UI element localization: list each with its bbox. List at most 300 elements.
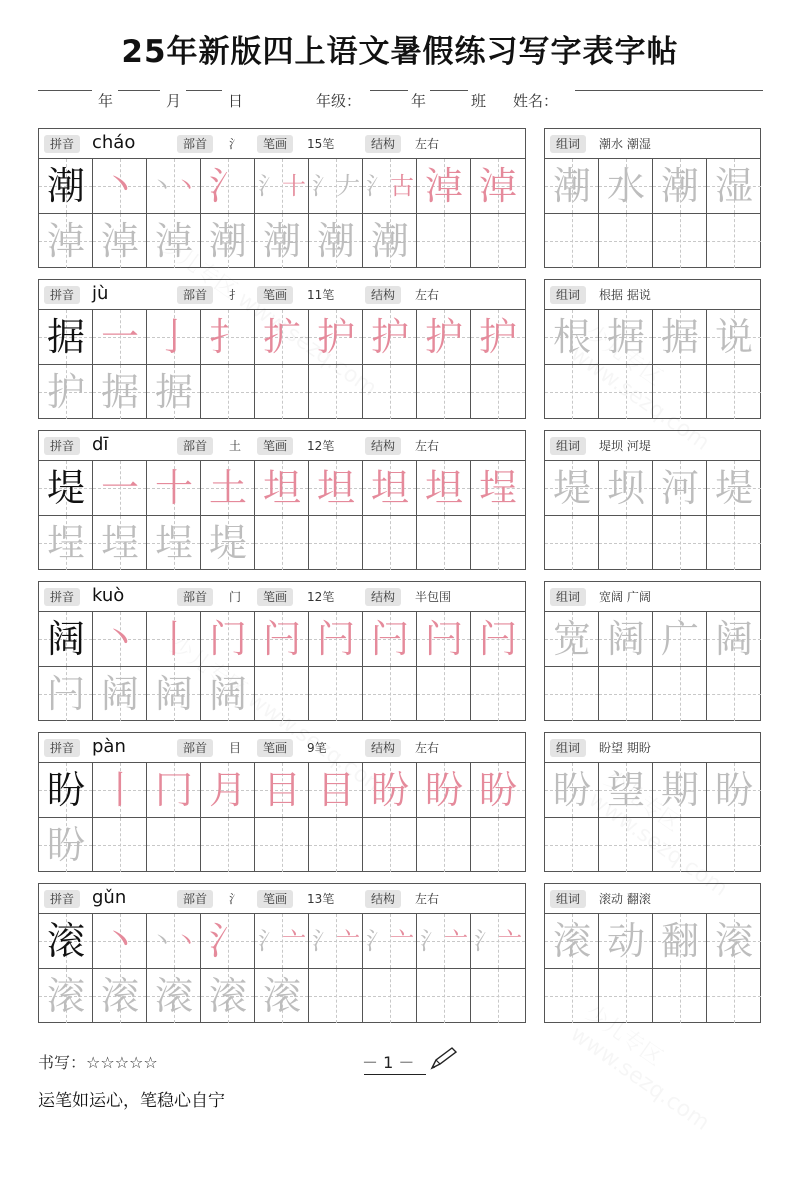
grid-cell[interactable] — [653, 214, 707, 268]
grid-cell[interactable] — [417, 461, 471, 515]
new-stroke: 丶 — [174, 172, 198, 200]
stroke-step — [93, 159, 147, 213]
grid-cell[interactable] — [599, 365, 653, 419]
words-tag: 组词 — [550, 135, 586, 153]
grid-cell[interactable] — [707, 612, 761, 666]
grid-cell[interactable] — [417, 214, 471, 268]
new-stroke: 护 — [424, 315, 463, 359]
trace-row — [39, 365, 525, 419]
grid-cell[interactable] — [201, 365, 255, 419]
word-trace-row — [545, 310, 760, 364]
month-label: 月 — [166, 92, 182, 110]
stroke-step — [363, 763, 417, 817]
new-stroke: 月 — [208, 768, 247, 812]
grid-cell[interactable] — [417, 914, 471, 968]
pen-icon — [428, 1046, 458, 1072]
structure-value: 半包围 — [415, 590, 452, 604]
grid-cell[interactable] — [255, 818, 309, 872]
stroke-step — [201, 914, 255, 968]
grid-cell[interactable] — [255, 667, 309, 721]
grid-cell[interactable] — [471, 310, 525, 364]
trace-character: 阔 — [154, 672, 193, 716]
grid-cell[interactable] — [93, 667, 147, 721]
grid-cell[interactable] — [255, 461, 309, 515]
word-character: 望 — [606, 768, 645, 812]
grid-cell[interactable] — [93, 763, 147, 817]
grid-cell[interactable] — [309, 310, 363, 364]
grid-cell[interactable] — [93, 516, 147, 570]
grid-cell[interactable] — [93, 612, 147, 666]
new-stroke: 门 — [208, 617, 247, 661]
grid-cell[interactable] — [653, 365, 707, 419]
trace-row — [39, 516, 525, 570]
word-blank-row — [545, 969, 760, 1023]
grid-cell[interactable] — [707, 461, 761, 515]
radical-value: 目 — [229, 741, 242, 755]
grid-cell[interactable] — [363, 612, 417, 666]
words-value: 根据 据说 — [599, 288, 651, 302]
radical-tag: 部首 — [177, 135, 213, 153]
grid-cell[interactable] — [707, 365, 761, 419]
new-stroke: 坦 — [424, 466, 463, 510]
word-character: 滚 — [714, 919, 753, 963]
grid-cell[interactable] — [93, 310, 147, 364]
block-header — [545, 884, 760, 914]
grid-cell[interactable] — [201, 461, 255, 515]
grid-cell[interactable] — [707, 818, 761, 872]
grid-cell[interactable] — [39, 159, 93, 213]
grid-cell[interactable] — [39, 612, 93, 666]
trace-character: 据 — [100, 370, 139, 414]
grid-cell[interactable] — [147, 310, 201, 364]
grid-cell[interactable] — [707, 214, 761, 268]
grid-cell[interactable] — [201, 516, 255, 570]
char-block-3 — [38, 430, 526, 570]
trace-character: 潮 — [316, 219, 355, 263]
strokes-tag: 笔画 — [257, 135, 293, 153]
grid-cell[interactable] — [309, 612, 363, 666]
grid-cell[interactable] — [93, 461, 147, 515]
new-stroke: 丶 — [174, 927, 198, 955]
grid-cell[interactable] — [471, 159, 525, 213]
grid-cell[interactable] — [471, 667, 525, 721]
grid-cell[interactable] — [363, 969, 417, 1023]
grid-cell[interactable] — [201, 763, 255, 817]
grid-cell[interactable] — [147, 914, 201, 968]
grid-cell[interactable] — [599, 667, 653, 721]
new-stroke: 闩 — [424, 617, 463, 661]
stroke-step — [309, 461, 363, 515]
words-value: 宽阔 广阔 — [599, 590, 651, 604]
grid-cell[interactable] — [417, 667, 471, 721]
grid-cell[interactable] — [201, 310, 255, 364]
stroke-step — [93, 914, 147, 968]
new-stroke: 丶 — [100, 164, 139, 208]
trace-character: 护 — [46, 370, 85, 414]
grid-cell[interactable] — [93, 365, 147, 419]
grid-cell[interactable] — [255, 310, 309, 364]
grid-cell[interactable] — [653, 612, 707, 666]
grid-cell[interactable] — [471, 818, 525, 872]
grid-cell[interactable] — [707, 159, 761, 213]
trace-character: 阔 — [208, 672, 247, 716]
stroke-step: 氵亠 — [366, 927, 414, 955]
name-label: 姓名： — [513, 92, 559, 110]
grid-cell[interactable] — [417, 763, 471, 817]
word-character: 堤 — [714, 466, 753, 510]
trace-character: 滚 — [46, 974, 85, 1018]
trace-character: 潮 — [208, 219, 247, 263]
grid-cell[interactable] — [545, 818, 599, 872]
new-stroke: 亠 — [498, 927, 522, 955]
grade-blank[interactable] — [370, 90, 408, 91]
grid-cell[interactable] — [471, 763, 525, 817]
day-blank[interactable] — [186, 90, 222, 91]
grid-cell[interactable] — [599, 214, 653, 268]
pinyin-value: jù — [92, 283, 109, 304]
grid-cell[interactable] — [147, 461, 201, 515]
stroke-step — [309, 310, 363, 364]
stroke-step — [471, 461, 525, 515]
grid-cell[interactable] — [309, 214, 363, 268]
trace-character: 淖 — [154, 219, 193, 263]
month-blank[interactable] — [118, 90, 160, 91]
grid-cell[interactable] — [255, 159, 309, 213]
grid-cell[interactable] — [309, 969, 363, 1023]
grid-cell[interactable] — [599, 461, 653, 515]
grid-cell[interactable] — [147, 214, 201, 268]
new-stroke: 坦 — [316, 466, 355, 510]
strokes-tag: 笔画 — [257, 286, 293, 304]
grid-cell[interactable] — [39, 969, 93, 1023]
new-stroke: 亠 — [444, 927, 468, 955]
grid-cell[interactable] — [309, 914, 363, 968]
model-character: 据 — [46, 315, 85, 359]
grid-cell[interactable] — [201, 969, 255, 1023]
grid-cell[interactable] — [417, 969, 471, 1023]
word-blank-row — [545, 818, 760, 872]
grid-cell[interactable] — [707, 914, 761, 968]
word-character: 说 — [714, 315, 753, 359]
grid-cell[interactable] — [653, 969, 707, 1023]
new-stroke: 氵 — [208, 919, 247, 963]
grid-cell[interactable] — [653, 516, 707, 570]
grid-cell[interactable] — [39, 667, 93, 721]
page-number — [362, 1050, 462, 1073]
grid-cell[interactable] — [545, 516, 599, 570]
motto: 运笔如运心，笔稳心自宁 — [38, 1091, 225, 1111]
grid-cell[interactable] — [599, 516, 653, 570]
grid-cell[interactable] — [545, 667, 599, 721]
radical-tag: 部首 — [177, 588, 213, 606]
grid-cell[interactable] — [363, 914, 417, 968]
strokes-tag: 笔画 — [257, 739, 293, 757]
grid-cell[interactable] — [599, 914, 653, 968]
grid-cell[interactable] — [147, 667, 201, 721]
grid-cell[interactable] — [309, 365, 363, 419]
model-character: 滚 — [46, 919, 85, 963]
stroke-step — [417, 461, 471, 515]
grid-cell[interactable] — [93, 969, 147, 1023]
grid-cell[interactable] — [255, 969, 309, 1023]
grid-cell[interactable] — [653, 763, 707, 817]
grid-cell[interactable] — [363, 516, 417, 570]
grid-cell[interactable] — [653, 310, 707, 364]
grid-cell[interactable] — [255, 214, 309, 268]
grid-cell[interactable] — [471, 969, 525, 1023]
grid-cell[interactable] — [599, 159, 653, 213]
stroke-step — [471, 159, 525, 213]
grid-cell[interactable] — [93, 914, 147, 968]
grid-cell[interactable] — [39, 516, 93, 570]
new-stroke: 目 — [262, 768, 301, 812]
grid-cell[interactable] — [545, 763, 599, 817]
grid-cell[interactable] — [309, 461, 363, 515]
grid-cell[interactable] — [255, 365, 309, 419]
grid-cell[interactable] — [417, 310, 471, 364]
char-block-4 — [38, 581, 526, 721]
grid-cell[interactable] — [599, 969, 653, 1023]
stroke-step — [93, 310, 147, 364]
block-header — [39, 280, 525, 310]
grade-year-label: 年 — [411, 92, 427, 110]
trace-character: 阔 — [100, 672, 139, 716]
year-blank[interactable] — [38, 90, 92, 91]
word-trace-row — [545, 612, 760, 666]
word-character: 据 — [660, 315, 699, 359]
radical-value: 门 — [229, 590, 242, 604]
structure-value: 左右 — [415, 439, 440, 453]
grid-cell[interactable] — [147, 365, 201, 419]
word-character: 盼 — [552, 768, 591, 812]
grid-cell[interactable] — [93, 214, 147, 268]
grid-cell[interactable] — [653, 159, 707, 213]
word-character: 水 — [606, 164, 645, 208]
grid-cell[interactable] — [39, 763, 93, 817]
grid-cell[interactable] — [147, 159, 201, 213]
grid-cell[interactable] — [707, 516, 761, 570]
new-stroke: 氵 — [208, 164, 247, 208]
model-character: 堤 — [46, 466, 85, 510]
grid-cell[interactable] — [363, 667, 417, 721]
grid-cell[interactable] — [545, 612, 599, 666]
char-block-1 — [38, 128, 526, 268]
pinyin-tag: 拼音 — [44, 135, 80, 153]
words-value: 盼望 期盼 — [599, 741, 651, 755]
grid-cell[interactable] — [255, 516, 309, 570]
grid-cell[interactable] — [707, 310, 761, 364]
grid-cell[interactable] — [309, 763, 363, 817]
grid-cell[interactable] — [653, 461, 707, 515]
trace-character: 滚 — [262, 974, 301, 1018]
word-trace-row — [545, 159, 760, 213]
radical-value: 氵 — [229, 137, 242, 151]
block-header — [545, 431, 760, 461]
grid-cell[interactable] — [201, 159, 255, 213]
writing-rating: 书写：☆☆☆☆☆ — [38, 1053, 158, 1072]
radical-tag: 部首 — [177, 437, 213, 455]
grid-cell[interactable] — [201, 612, 255, 666]
grid-cell[interactable] — [545, 310, 599, 364]
word-trace-row — [545, 763, 760, 817]
trace-character: 埕 — [154, 521, 193, 565]
grid-cell[interactable] — [653, 818, 707, 872]
grid-cell[interactable] — [545, 365, 599, 419]
grid-cell[interactable] — [599, 612, 653, 666]
new-stroke: 目 — [316, 768, 355, 812]
grid-cell[interactable] — [363, 365, 417, 419]
new-stroke: 盼 — [424, 768, 463, 812]
word-block-6 — [544, 883, 761, 1023]
grid-cell[interactable] — [39, 914, 93, 968]
grid-cell[interactable] — [417, 818, 471, 872]
pinyin-value: gǔn — [92, 887, 127, 908]
strokes-tag: 笔画 — [257, 588, 293, 606]
grid-cell[interactable] — [309, 516, 363, 570]
block-header — [39, 431, 525, 461]
block-header — [39, 129, 525, 159]
grid-cell[interactable] — [363, 159, 417, 213]
grid-cell[interactable] — [417, 516, 471, 570]
structure-tag: 结构 — [365, 437, 401, 455]
word-block-4 — [544, 581, 761, 721]
new-stroke: 坦 — [262, 466, 301, 510]
grid-cell[interactable] — [147, 969, 201, 1023]
structure-value: 左右 — [415, 892, 440, 906]
grid-cell[interactable] — [545, 914, 599, 968]
pinyin-value: kuò — [92, 585, 125, 606]
stroke-step — [471, 612, 525, 666]
grid-cell[interactable] — [201, 818, 255, 872]
grid-cell[interactable] — [471, 914, 525, 968]
stroke-row — [39, 159, 525, 213]
new-stroke: 冂 — [154, 768, 193, 812]
grid-cell[interactable] — [545, 214, 599, 268]
grid-cell[interactable] — [309, 818, 363, 872]
grid-cell[interactable] — [309, 667, 363, 721]
grid-cell[interactable] — [599, 763, 653, 817]
grid-cell[interactable] — [363, 214, 417, 268]
grid-cell[interactable] — [147, 516, 201, 570]
grid-cell[interactable] — [471, 461, 525, 515]
words-value: 滚动 翻滚 — [599, 892, 651, 906]
grid-cell[interactable] — [39, 818, 93, 872]
grid-cell[interactable] — [201, 214, 255, 268]
stroke-step — [255, 763, 309, 817]
strokes-tag: 笔画 — [257, 437, 293, 455]
grid-cell[interactable] — [653, 914, 707, 968]
grid-cell[interactable] — [363, 818, 417, 872]
structure-tag: 结构 — [365, 890, 401, 908]
grid-cell[interactable] — [417, 365, 471, 419]
class-blank[interactable] — [430, 90, 468, 91]
grid-cell[interactable] — [707, 969, 761, 1023]
trace-character: 潮 — [370, 219, 409, 263]
new-stroke: 丶 — [100, 617, 139, 661]
grid-cell[interactable] — [147, 612, 201, 666]
words-tag: 组词 — [550, 286, 586, 304]
word-character: 潮 — [552, 164, 591, 208]
pinyin-value: pàn — [92, 736, 126, 757]
grid-cell[interactable] — [417, 159, 471, 213]
stroke-step — [147, 612, 201, 666]
trace-character: 堤 — [208, 521, 247, 565]
grid-cell[interactable] — [471, 516, 525, 570]
grid-cell[interactable] — [653, 667, 707, 721]
grid-cell[interactable] — [363, 310, 417, 364]
words-value: 潮水 潮湿 — [599, 137, 651, 151]
grid-cell[interactable] — [545, 461, 599, 515]
stroke-step — [309, 763, 363, 817]
stroke-step: 氵亠 — [312, 927, 360, 955]
stroke-step: 氵亠 — [474, 927, 522, 955]
grid-cell[interactable] — [147, 763, 201, 817]
grid-cell[interactable] — [93, 159, 147, 213]
grid-cell[interactable] — [93, 818, 147, 872]
grid-cell[interactable] — [201, 914, 255, 968]
trace-row — [39, 214, 525, 268]
grid-cell[interactable] — [309, 159, 363, 213]
structure-tag: 结构 — [365, 286, 401, 304]
grid-cell[interactable] — [201, 667, 255, 721]
grid-cell[interactable] — [255, 914, 309, 968]
grid-cell[interactable] — [363, 763, 417, 817]
grid-cell[interactable] — [545, 969, 599, 1023]
new-stroke: 护 — [316, 315, 355, 359]
grid-cell[interactable] — [147, 818, 201, 872]
grid-cell[interactable] — [545, 159, 599, 213]
grid-cell[interactable] — [599, 818, 653, 872]
radical-value: 土 — [229, 439, 242, 453]
grid-cell[interactable] — [417, 612, 471, 666]
stroke-step: 氵� — [312, 172, 360, 200]
grid-cell[interactable] — [707, 667, 761, 721]
trace-character: 闩 — [46, 672, 85, 716]
stroke-step — [201, 159, 255, 213]
trace-character: 淖 — [100, 219, 139, 263]
new-stroke: 十 — [154, 466, 193, 510]
stroke-step — [417, 310, 471, 364]
new-stroke: 丨 — [100, 768, 139, 812]
new-stroke: 盼 — [478, 768, 517, 812]
new-stroke: 古 — [390, 172, 414, 200]
grid-cell[interactable] — [599, 310, 653, 364]
grid-cell[interactable] — [39, 461, 93, 515]
grid-cell[interactable] — [255, 612, 309, 666]
grid-cell[interactable] — [39, 214, 93, 268]
grid-cell[interactable] — [39, 310, 93, 364]
radical-value: 扌 — [229, 288, 242, 302]
word-blank-row — [545, 365, 760, 419]
name-blank[interactable] — [575, 90, 763, 91]
grid-cell[interactable] — [363, 461, 417, 515]
pinyin-tag: 拼音 — [44, 890, 80, 908]
new-stroke: 亅 — [154, 315, 193, 359]
stroke-step: 丶丶 — [150, 172, 198, 200]
word-character: 宽 — [552, 617, 591, 661]
grid-cell[interactable] — [471, 214, 525, 268]
pinyin-value: dī — [92, 434, 109, 455]
grid-cell[interactable] — [471, 365, 525, 419]
new-stroke: 十 — [282, 172, 306, 200]
word-character: 堤 — [552, 466, 591, 510]
grid-cell[interactable] — [39, 365, 93, 419]
grid-cell[interactable] — [471, 612, 525, 666]
stroke-step — [255, 310, 309, 364]
stroke-step — [201, 461, 255, 515]
grid-cell[interactable] — [707, 763, 761, 817]
grid-cell[interactable] — [255, 763, 309, 817]
